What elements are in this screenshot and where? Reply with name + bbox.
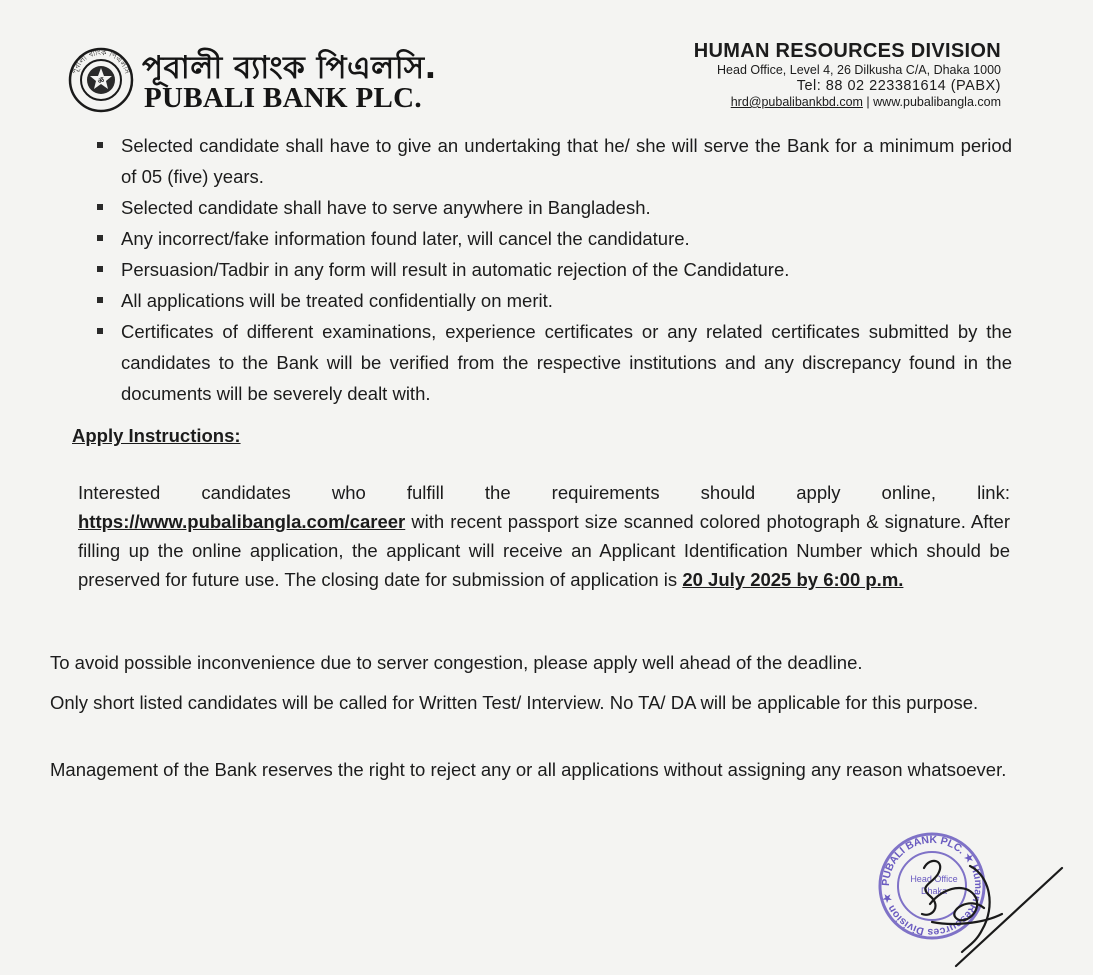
list-item: Selected candidate shall have to give an undertaking that he/ she will serve the Bank for a minimum period of 05 (five) years. <box>94 130 1012 192</box>
server-congestion-note: To avoid possible inconvenience due to server congestion, please apply well ahead of the deadline. <box>50 652 863 673</box>
stamp-center-line-1: Head Office <box>910 874 958 884</box>
contact-separator: | <box>862 95 874 109</box>
bank-emblem-icon <box>68 44 138 116</box>
telephone: Tel: 88 02 223381614 (PABX) <box>796 78 1001 94</box>
apply-instructions-text <box>78 478 1010 594</box>
list-item: Any incorrect/fake information found later, will cancel the candidature. <box>94 223 1012 254</box>
stamp-center-line-2: Dhaka <box>920 886 948 896</box>
website-link[interactable]: www.pubalibangla.com <box>873 95 1001 109</box>
management-rights-note: Management of the Bank reserves the right to reject any or all applications without assigning any reason whatsoever. <box>50 759 1007 780</box>
deadline: 20 July 2025 by 6:00 p.m. <box>682 569 904 590</box>
list-item: Selected candidate shall have to serve anywhere in Bangladesh. <box>94 192 1012 223</box>
emblem-ring-text: পূবালী ব্যাংক পিএলসি <box>69 47 133 75</box>
division-contact-block <box>581 40 1001 110</box>
stamp-ring-text: PUBALI BANK PLC. ★ Human Resources Division ★ <box>879 833 985 939</box>
office-address: Head Office, Level 4, 26 Dilkusha C/A, Dhaka 1000 <box>717 63 1001 77</box>
apply-instructions-heading: Apply Instructions: <box>72 425 241 446</box>
contact-links <box>581 94 1001 110</box>
list-item: Certificates of different examinations, experience certificates or any related certificates submitted by the candidates to the Bank will be verified from the respective institutions and any discrepancy found in the documents will be severely dealt with. <box>94 316 1012 409</box>
official-stamp <box>872 826 1072 971</box>
email-link[interactable]: hrd@pubalibankbd.com <box>730 95 863 109</box>
svg-text:ॐ: ॐ <box>97 77 105 85</box>
career-link[interactable]: https://www.pubalibangla.com/career <box>78 511 406 532</box>
apply-text-1: Interested candidates who fulfill the requirements should apply online, link: <box>78 482 1010 503</box>
list-item: All applications will be treated confidentially on merit. <box>94 285 1012 316</box>
apply-text-2: with recent passport size scanned colored photograph & signature. After filling up the online application, the applicant will receive an Applicant Identification Number which should be preserved for future use. The closing date for submission of application is <box>78 511 1010 590</box>
bank-logo <box>68 44 438 116</box>
bank-name-bangla: পূবালী ব্যাংক পিএলসি. <box>142 50 437 86</box>
list-item: Persuasion/Tadbir in any form will result in automatic rejection of the Candidature. <box>94 254 1012 285</box>
division-title: HUMAN RESOURCES DIVISION <box>693 40 1001 62</box>
shortlist-note: Only short listed candidates will be called for Written Test/ Interview. No TA/ DA will be applicable for this purpose. <box>50 692 979 713</box>
conditions-list <box>94 130 1012 409</box>
bank-name-english: PUBALI BANK PLC. <box>144 82 422 114</box>
